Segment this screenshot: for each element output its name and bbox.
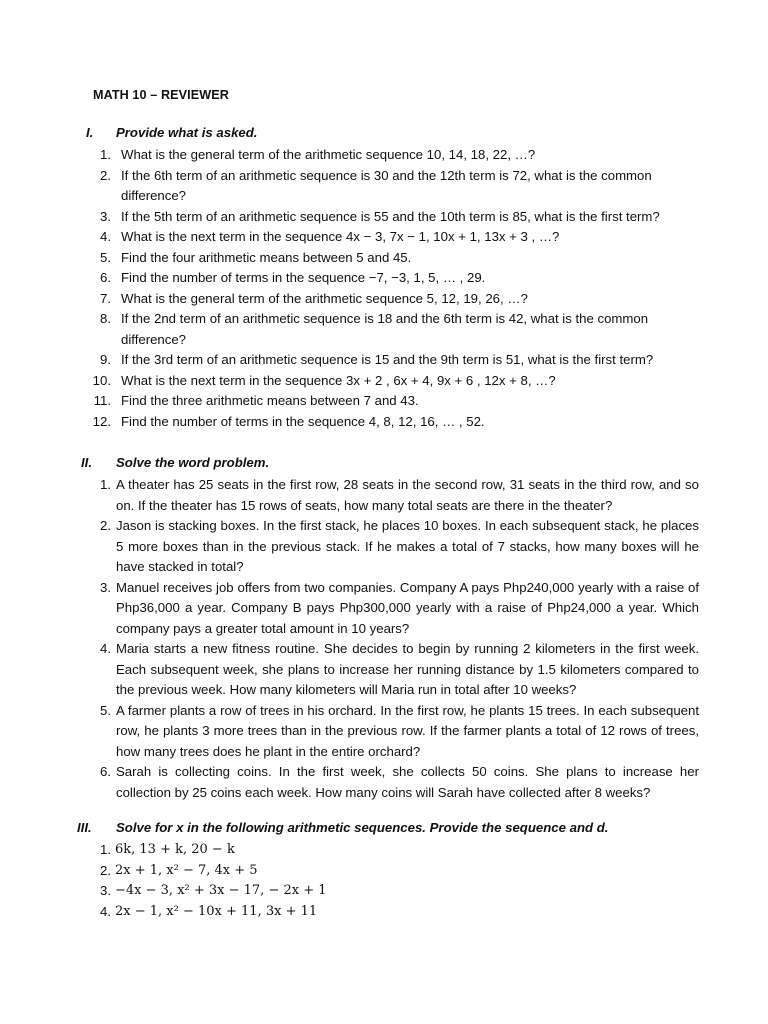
question-text: If the 2nd term of an arithmetic sequence is 18 and the 6th term is 42, what is the common difference? [121, 311, 649, 347]
question-item [0, 762, 768, 803]
question-number: 8. [100, 311, 111, 326]
question-number: 2. [100, 518, 111, 533]
question-item [0, 475, 768, 516]
section-2 [0, 454, 768, 803]
question-number: 12. [92, 413, 111, 429]
question-text: What is the next term in the sequence 3x + 2 , 6x + 4, 9x + 6 , 12x + 8, …? [121, 372, 556, 388]
question-text: A farmer plants a row of trees in his orchard. In the first row, he plants 15 trees. In each subsequent row, he plants 3 more trees than in the previous row. If the farmer plants a total of 12 rows of trees, how many trees does he plant in the entire orchard? [116, 702, 699, 759]
question-number: 3. [100, 579, 111, 595]
section-2-heading [0, 454, 768, 472]
question-number: 5. [100, 249, 111, 265]
question-item [0, 639, 768, 701]
question-number: 1. [100, 147, 111, 162]
question-text: If the 6th term of an arithmetic sequence is 30 and the 12th term is 72, what is the common difference? [121, 167, 652, 203]
question-text: If the 3rd term of an arithmetic sequence is 15 and the 9th term is 51, what is the first term? [121, 352, 654, 367]
section-3-numeral: III. [77, 820, 92, 835]
question-item [0, 350, 768, 371]
question-text: Maria starts a new fitness routine. She decides to begin by running 2 kilometers in the first week. Each subsequent week, she plans to increase her running distance by 1.5 kilometers compared to the previous week. How many kilometers will Maria run in total after 10 weeks? [116, 641, 699, 697]
question-item [0, 881, 768, 902]
question-text: 6k, 13 + k, 20 − k [115, 842, 235, 857]
question-item [0, 248, 768, 269]
document-title: MATH 10 – REVIEWER [93, 88, 229, 102]
question-item [0, 145, 768, 166]
question-item [0, 578, 768, 640]
question-number: 2. [100, 167, 111, 183]
question-item [0, 268, 768, 289]
section-3-question-list [0, 840, 768, 922]
question-item [0, 227, 768, 248]
question-number: 7. [100, 290, 111, 306]
section-1-heading [0, 124, 768, 142]
question-number: 3. [100, 208, 111, 224]
question-text: Jason is stacking boxes. In the first stack, he places 10 boxes. In each subsequent stack, he places 5 more boxes than in the previous stack. If he makes a total of 7 stacks, how many boxes will he have stacked in total? [116, 518, 699, 574]
question-item [0, 516, 768, 578]
question-number: 10. [92, 372, 111, 388]
question-number: 9. [100, 352, 111, 367]
question-item [0, 166, 768, 207]
question-item [0, 701, 768, 763]
question-number: 1. [100, 477, 111, 492]
question-text: Find the three arithmetic means between 7 and 43. [121, 393, 419, 408]
question-item [0, 391, 768, 412]
question-item [0, 412, 768, 433]
question-number: 3. [100, 883, 111, 898]
section-2-numeral: II. [81, 455, 92, 470]
section-3 [0, 819, 768, 922]
question-text: What is the general term of the arithmetic sequence 5, 12, 19, 26, …? [121, 290, 528, 306]
question-number: 11. [93, 393, 111, 408]
question-number: 4. [100, 229, 111, 244]
question-text: 2x − 1, x² − 10x + 11, 3x + 11 [115, 903, 318, 919]
question-text: Sarah is collecting coins. In the first week, she collects 50 coins. She plans to increase her collection by 25 coins each week. How many coins will Sarah have collected after 8 weeks? [116, 764, 699, 800]
question-number: 5. [100, 702, 111, 718]
section-3-heading [0, 819, 768, 837]
question-item [0, 207, 768, 228]
question-text: Manuel receives job offers from two companies. Company A pays Php240,000 yearly with a raise of Php36,000 a year. Company B pays Php300,000 yearly with a raise of Php24,000 a year. Which company pays a greater total amount in 10 years? [116, 579, 699, 636]
section-1-title: Provide what is asked. [116, 125, 258, 140]
question-text: Find the number of terms in the sequence −7, −3, 1, 5, … , 29. [121, 270, 486, 285]
section-1-question-list [0, 145, 768, 432]
question-number: 4. [100, 903, 111, 919]
question-text: A theater has 25 seats in the first row, 28 seats in the second row, 31 seats in the third row, and so on. If the theater has 15 rows of seats, how many total seats are there in the theater? [116, 477, 699, 513]
section-2-title: Solve the word problem. [116, 455, 270, 470]
question-text: What is the general term of the arithmetic sequence 10, 14, 18, 22, …? [121, 147, 536, 162]
question-number: 2. [100, 862, 111, 878]
question-text: What is the next term in the sequence 4x − 3, 7x − 1, 10x + 1, 13x + 3 , …? [121, 229, 560, 244]
question-item [0, 861, 768, 882]
question-text: Find the four arithmetic means between 5 and 45. [121, 249, 412, 265]
question-item [0, 289, 768, 310]
question-item [0, 840, 768, 861]
question-item [0, 309, 768, 350]
section-1-numeral: I. [86, 125, 94, 140]
section-2-question-list [0, 475, 768, 803]
question-number: 6. [100, 270, 111, 285]
question-item [0, 371, 768, 392]
question-text: 2x + 1, x² − 7, 4x + 5 [115, 862, 258, 878]
question-text: −4x − 3, x² + 3x − 17, − 2x + 1 [115, 883, 327, 898]
question-number: 1. [100, 842, 111, 857]
question-text: Find the number of terms in the sequence 4, 8, 12, 16, … , 52. [121, 413, 485, 429]
section-1 [0, 124, 768, 432]
question-text: If the 5th term of an arithmetic sequence is 55 and the 10th term is 85, what is the first term? [121, 208, 660, 224]
question-number: 6. [100, 764, 111, 779]
question-item [0, 902, 768, 923]
question-number: 4. [100, 641, 111, 656]
section-3-title: Solve for x in the following arithmetic sequences. Provide the sequence and d. [116, 820, 609, 835]
